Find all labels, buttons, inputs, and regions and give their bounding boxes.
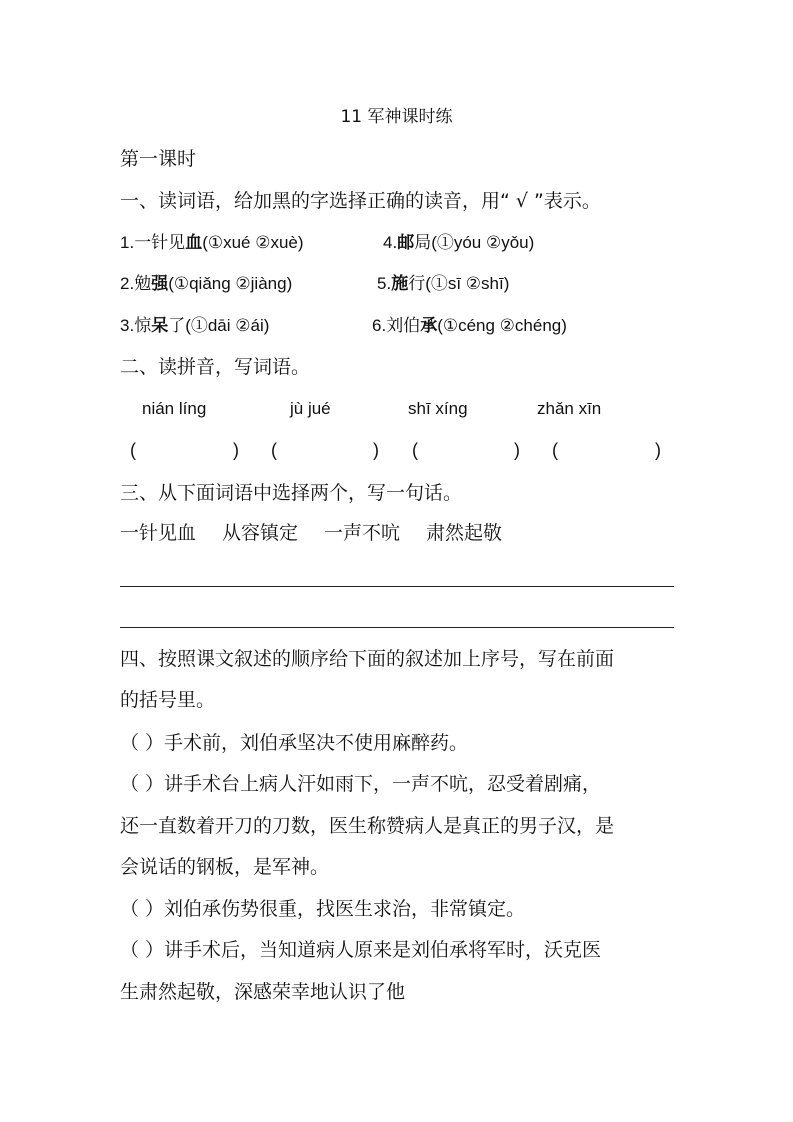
q1-item-4 xyxy=(383,231,534,255)
order-paren[interactable]: （ ） xyxy=(120,939,165,961)
word-text: 了 xyxy=(168,316,186,335)
pinyin-options: (①céng ②chéng) xyxy=(437,316,567,335)
word-option: 一针见血 xyxy=(120,522,197,544)
bold-char: 施 xyxy=(391,274,409,293)
bold-char: 呆 xyxy=(151,316,169,335)
q4-item-2-line-2: 还一直数着开刀的刀数，医生称赞病人是真正的男子汉，是 xyxy=(120,815,615,837)
pinyin-options: (①xué ②xuè) xyxy=(202,233,304,252)
item-number: 5. xyxy=(377,274,392,293)
word-text: 刘伯 xyxy=(386,316,421,335)
q4-heading-line-2: 的括号里。 xyxy=(120,689,216,711)
pinyin-options: (①dāi ②ái) xyxy=(185,316,270,335)
word-text: 惊 xyxy=(134,316,152,335)
item-number: 3. xyxy=(120,316,135,335)
answer-paren-4-open: ( xyxy=(552,440,558,460)
q3-heading: 三、从下面词语中选择两个，写一句话。 xyxy=(120,482,463,504)
item-number: 2. xyxy=(120,274,135,293)
word-text: 行 xyxy=(408,274,426,293)
item-number: 6. xyxy=(372,316,387,335)
answer-paren-1-open: ( xyxy=(130,440,136,460)
q1-heading: 一、读词语，给加黑的字选择正确的读音，用“ √ ”表示。 xyxy=(120,190,601,212)
q1-item-3 xyxy=(120,314,269,338)
word-text: 局 xyxy=(414,233,432,252)
pinyin-options: (①yóu ②yǒu) xyxy=(431,233,535,252)
q4-item-3 xyxy=(120,897,525,921)
lesson-label: 第一课时 xyxy=(120,148,197,170)
item-text: 刘伯承伤势很重，找医生求治，非常镇定。 xyxy=(164,898,526,920)
q1-item-2 xyxy=(120,272,292,296)
q4-item-4-line-2: 生肃然起敬，深感荣幸地认识了他 xyxy=(120,981,406,1003)
word-option: 从容镇定 xyxy=(222,522,299,544)
q4-heading-line-1: 四、按照课文叙述的顺序给下面的叙述加上序号，写在前面 xyxy=(120,648,615,670)
q4-item-2-line-3: 会说话的钢板，是军神。 xyxy=(120,856,330,878)
answer-paren-3-open: ( xyxy=(412,440,418,460)
order-paren[interactable]: （ ） xyxy=(120,773,165,795)
word-text: 一针见 xyxy=(134,233,186,252)
pinyin-4: zhǎn xīn xyxy=(537,399,602,418)
pinyin-3: shī xíng xyxy=(408,399,468,418)
order-paren[interactable]: （ ） xyxy=(120,732,165,754)
item-number: 4. xyxy=(383,233,398,252)
q1-item-5 xyxy=(377,272,509,296)
pinyin-2: jù jué xyxy=(290,399,331,418)
bold-char: 承 xyxy=(420,316,438,335)
answer-paren-2-close: ) xyxy=(373,440,379,460)
answer-paren-3-close: ) xyxy=(514,440,520,460)
answer-line-2[interactable] xyxy=(120,627,674,628)
q4-item-1 xyxy=(120,731,468,755)
bold-char: 强 xyxy=(151,274,169,293)
word-option: 一声不吭 xyxy=(324,522,401,544)
answer-line-1[interactable] xyxy=(120,586,674,587)
item-text: 讲手术台上病人汗如雨下，一声不吭，忍受着剧痛， xyxy=(164,773,602,795)
pinyin-1: nián líng xyxy=(142,399,207,418)
item-text: 讲手术后，当知道病人原来是刘伯承将军时，沃克医 xyxy=(164,939,602,961)
answer-paren-1-close: ) xyxy=(233,440,239,460)
q4-item-4 xyxy=(120,938,601,962)
bold-char: 邮 xyxy=(397,233,415,252)
q1-item-1 xyxy=(120,231,304,255)
order-paren[interactable]: （ ） xyxy=(120,898,165,920)
pinyin-options: (①qiǎng ②jiàng) xyxy=(168,274,293,293)
bold-char: 血 xyxy=(185,233,203,252)
item-text: 手术前，刘伯承坚决不使用麻醉药。 xyxy=(164,732,469,754)
word-text: 勉 xyxy=(134,274,152,293)
q3-word-list xyxy=(120,521,528,545)
q4-item-2 xyxy=(120,772,601,796)
pinyin-options: (①sī ②shī) xyxy=(425,274,510,293)
answer-paren-2-open: ( xyxy=(271,440,277,460)
item-number: 1. xyxy=(120,233,135,252)
answer-paren-4-close: ) xyxy=(655,440,661,460)
q1-item-6 xyxy=(372,314,567,338)
q2-heading: 二、读拼音，写词语。 xyxy=(120,356,311,378)
page-title: 11 军神课时练 xyxy=(340,107,453,127)
word-option: 肃然起敬 xyxy=(426,522,503,544)
